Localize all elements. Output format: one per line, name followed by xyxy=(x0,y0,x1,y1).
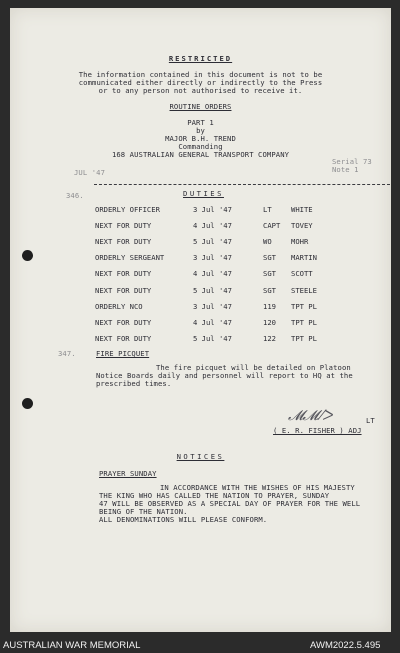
notices-heading: NOTICES xyxy=(176,452,225,461)
duty-name: MARTIN xyxy=(291,253,317,263)
picquet-text-line-3: prescribed times. xyxy=(96,379,172,388)
prayer-sunday-heading: PRAYER SUNDAY xyxy=(99,469,157,478)
date-stamp: JUL '47 xyxy=(74,168,105,177)
notice-line-3: or to any person not authorised to receive it. xyxy=(98,86,303,95)
duty-date: 4 Jul '47 xyxy=(193,269,232,279)
duty-date: 5 Jul '47 xyxy=(193,237,232,247)
duty-row xyxy=(10,237,391,247)
duties-heading: DUTIES xyxy=(183,189,224,198)
duty-date: 3 Jul '47 xyxy=(193,253,232,263)
duty-rank: 120 xyxy=(263,317,276,327)
duty-role: NEXT FOR DUTY xyxy=(95,237,152,247)
notice-line-2: communicated either directly or indirectly to the Press xyxy=(78,78,323,87)
duty-role: ORDERLY OFFICER xyxy=(95,205,160,214)
prayer-text-line-5: ALL DENOMINATIONS WILL PLEASE CONFORM. xyxy=(99,515,268,524)
duty-date: 3 Jul '47 xyxy=(193,301,232,311)
separator-line xyxy=(94,184,390,185)
signature-rank: LT xyxy=(366,416,375,425)
serial-line-1: Serial 73 xyxy=(332,157,372,166)
duty-date: 3 Jul '47 xyxy=(193,205,232,214)
handwritten-signature: 𝓜𝓜 ⁄ᐳ xyxy=(288,408,332,424)
duty-rank: 119 xyxy=(263,301,276,311)
footer-accession-number: AWM2022.5.495 xyxy=(310,640,381,651)
duty-rank: WO xyxy=(263,237,272,247)
unit-name: 168 AUSTRALIAN GENERAL TRANSPORT COMPANY xyxy=(111,150,290,159)
duty-role: ORDERLY SERGEANT xyxy=(95,253,165,263)
by-label: by xyxy=(196,126,205,135)
duty-name: TPT PL xyxy=(291,301,317,311)
duty-role: NEXT FOR DUTY xyxy=(95,333,152,343)
duty-rank: SGT xyxy=(263,253,276,263)
duty-row xyxy=(10,302,391,312)
duty-row xyxy=(10,334,391,344)
commanding-label: Commanding xyxy=(178,142,223,151)
duty-name: TPT PL xyxy=(291,333,317,343)
duty-name: SCOTT xyxy=(291,269,313,279)
serial-line-2: Note 1 xyxy=(332,165,359,174)
duty-row xyxy=(10,318,391,328)
duty-row xyxy=(10,221,391,231)
signature-name: ( E. R. FISHER ) ADJ xyxy=(273,426,362,435)
duty-date: 4 Jul '47 xyxy=(193,221,232,231)
duty-rank: CAPT xyxy=(263,221,281,231)
duty-name: WHITE xyxy=(291,205,313,214)
duty-rank: SGT xyxy=(263,285,276,295)
punch-hole-top xyxy=(22,250,33,261)
duty-role: NEXT FOR DUTY xyxy=(95,269,152,279)
prayer-text-line-1: IN ACCORDANCE WITH THE WISHES OF HIS MAJESTY xyxy=(160,483,355,492)
duty-rank: SGT xyxy=(263,269,276,279)
notice-line-1: The information contained in this document is not to be xyxy=(78,70,323,79)
restricted-heading: RESTRICTED xyxy=(168,54,233,63)
duty-rank: 122 xyxy=(263,333,276,343)
duty-row xyxy=(10,205,391,215)
punch-hole-bottom xyxy=(22,398,33,409)
duty-role: NEXT FOR DUTY xyxy=(95,285,152,295)
item-346-number: 346. xyxy=(66,191,84,200)
duty-date: 5 Jul '47 xyxy=(193,285,232,295)
item-347-number: 347. xyxy=(58,349,76,358)
duty-row xyxy=(10,286,391,296)
prayer-text-line-2: THE KING WHO HAS CALLED THE NATION TO PRAYER, SUNDAY xyxy=(99,491,330,500)
officer-name: MAJOR B.H. TREND xyxy=(165,134,236,143)
duty-date: 5 Jul '47 xyxy=(193,333,232,343)
duty-name: MOHR xyxy=(291,237,309,247)
duty-role: NEXT FOR DUTY xyxy=(95,317,152,327)
duty-row xyxy=(10,253,391,263)
document-page xyxy=(10,8,391,632)
duty-role: ORDERLY NCO xyxy=(95,301,143,311)
routine-orders-title: ROUTINE ORDERS xyxy=(169,102,232,111)
fire-picquet-heading: FIRE PICQUET xyxy=(96,349,150,358)
duty-date: 4 Jul '47 xyxy=(193,317,232,327)
prayer-text-line-3: 47 WILL BE OBSERVED AS A SPECIAL DAY OF PRAYER FOR THE WELL xyxy=(99,499,361,508)
picquet-text-line-1: The fire picquet will be detailed on Platoon xyxy=(156,363,351,372)
duty-role: NEXT FOR DUTY xyxy=(95,221,152,231)
picquet-text-line-2: Notice Boards daily and personnel will report to HQ at the xyxy=(96,371,353,380)
duty-row xyxy=(10,269,391,279)
prayer-text-line-4: BEING OF THE NATION. xyxy=(99,507,188,516)
duty-name: STEELE xyxy=(291,285,317,295)
part-label: PART 1 xyxy=(187,118,214,127)
duty-rank: LT xyxy=(263,205,272,214)
footer-institution: AUSTRALIAN WAR MEMORIAL xyxy=(3,640,141,651)
duty-name: TPT PL xyxy=(291,317,317,327)
duty-name: TOVEY xyxy=(291,221,313,231)
